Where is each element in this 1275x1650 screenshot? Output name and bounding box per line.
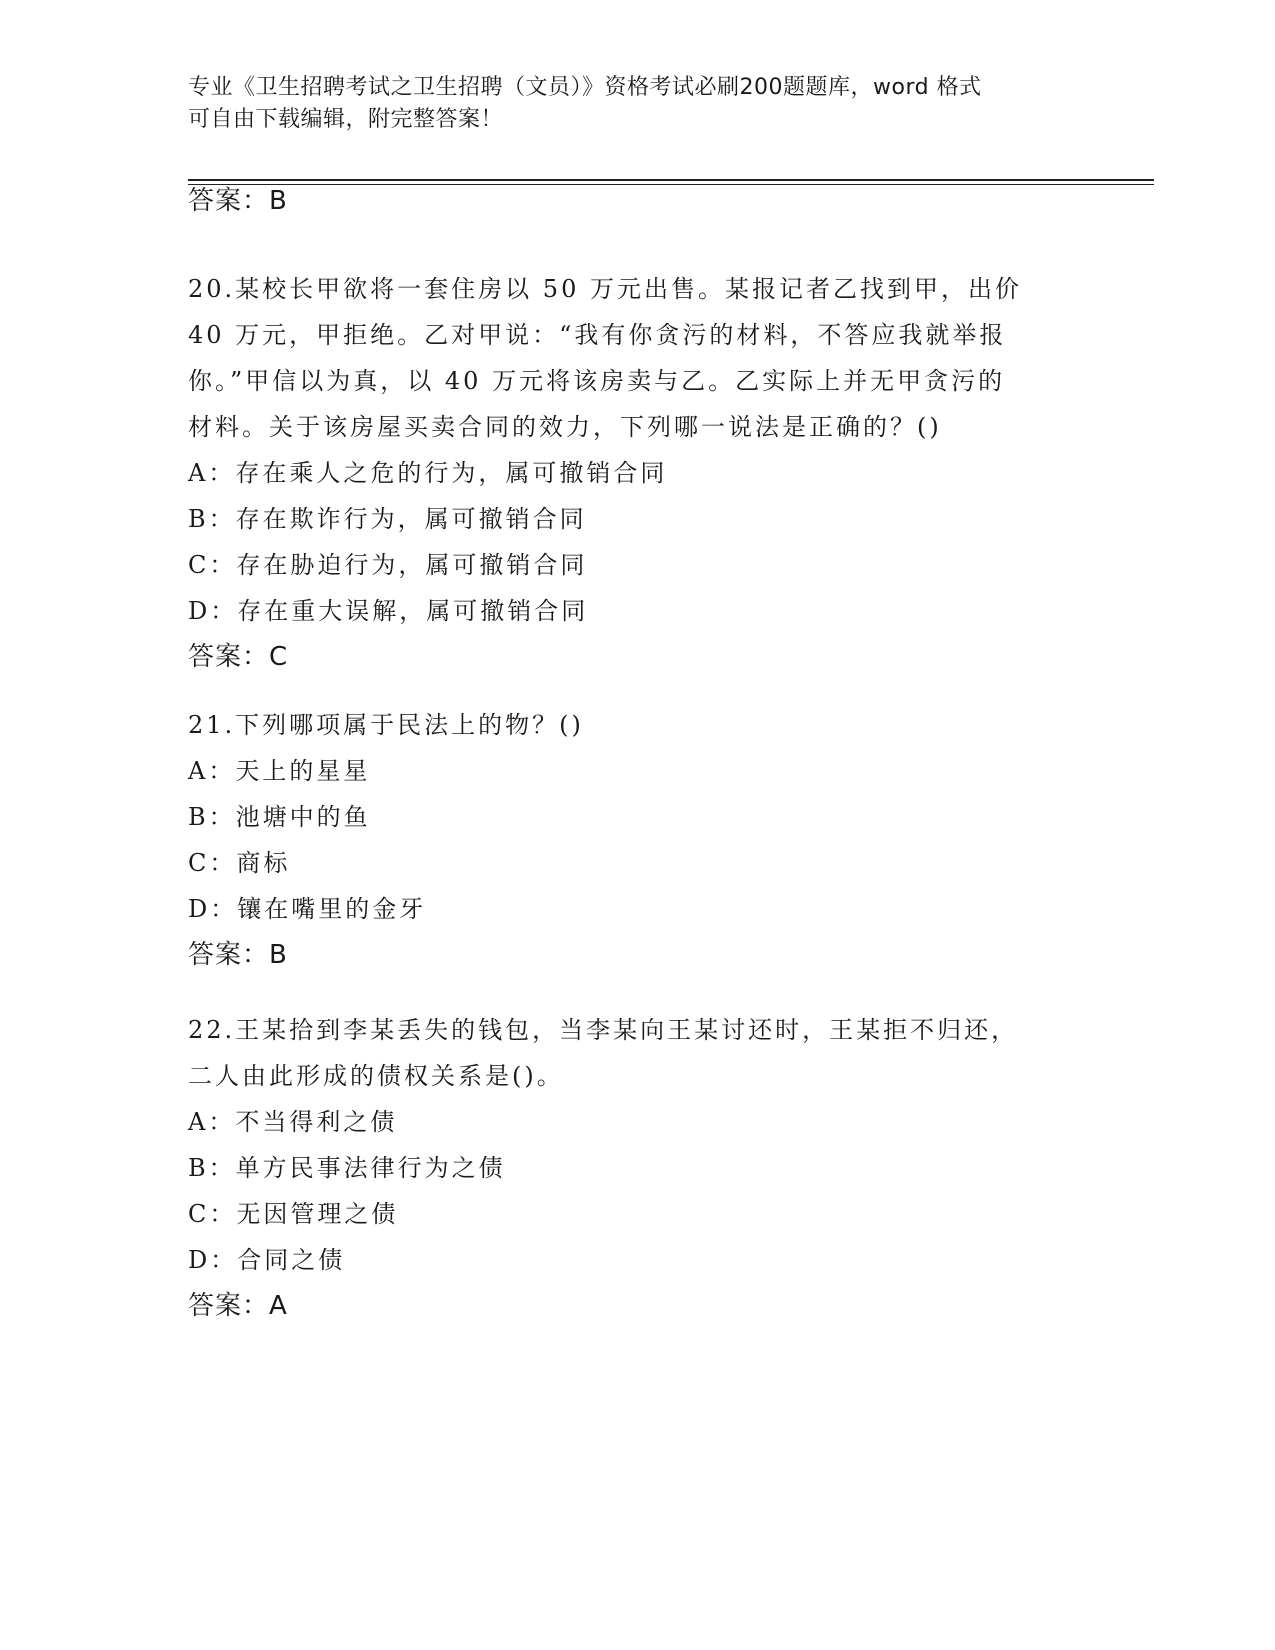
previous-answer-block <box>188 178 1088 224</box>
option-a: A：存在乘人之危的行为，属可撤销合同 <box>188 459 668 487</box>
question-21 <box>188 702 1088 978</box>
option-c: C：存在胁迫行为，属可撤销合同 <box>188 551 588 579</box>
option-b: B：单方民事法律行为之债 <box>188 1154 506 1182</box>
header-line-2: 可自由下载编辑，附完整答案！ <box>188 107 504 132</box>
option-a: A：天上的星星 <box>188 757 371 785</box>
question-text-line: 40 万元，甲拒绝。乙对甲说：“我有你贪污的材料，不答应我就举报 <box>188 321 1007 349</box>
option-c: C：商标 <box>188 849 291 877</box>
header-line-1: 专业《卫生招聘考试之卫生招聘（文员）》资格考试必刷200题题库，word 格式 <box>188 75 982 100</box>
option-d: D：存在重大误解，属可撤销合同 <box>188 597 589 625</box>
document-header <box>188 72 1088 136</box>
question-text-line: 材料。关于该房屋买卖合同的效力，下列哪一说法是正确的？() <box>188 413 942 441</box>
question-text-line: 20.某校长甲欲将一套住房以 50 万元出售。某报记者乙找到甲，出价 <box>188 275 1022 303</box>
option-b: B：存在欺诈行为，属可撤销合同 <box>188 505 587 533</box>
option-d: D：镶在嘴里的金牙 <box>188 895 427 923</box>
option-d: D：合同之债 <box>188 1246 346 1274</box>
option-b: B：池塘中的鱼 <box>188 803 371 831</box>
question-text-line: 你。”甲信以为真，以 40 万元将该房卖与乙。乙实际上并无甲贪污的 <box>188 367 1006 395</box>
question-20 <box>188 266 1088 680</box>
question-text-line: 22.王某拾到李某丢失的钱包，当李某向王某讨还时，王某拒不归还， <box>188 1016 1019 1044</box>
question-text-line: 二人由此形成的债权关系是()。 <box>188 1062 564 1090</box>
answer-line: 答案：C <box>188 642 289 672</box>
option-c: C：无因管理之债 <box>188 1200 399 1228</box>
answer-line: 答案：A <box>188 1291 288 1321</box>
question-22 <box>188 1007 1088 1329</box>
question-text-line: 21.下列哪项属于民法上的物？() <box>188 711 584 739</box>
answer-line: 答案：B <box>188 186 288 216</box>
answer-line: 答案：B <box>188 940 288 970</box>
option-a: A：不当得利之债 <box>188 1108 398 1136</box>
